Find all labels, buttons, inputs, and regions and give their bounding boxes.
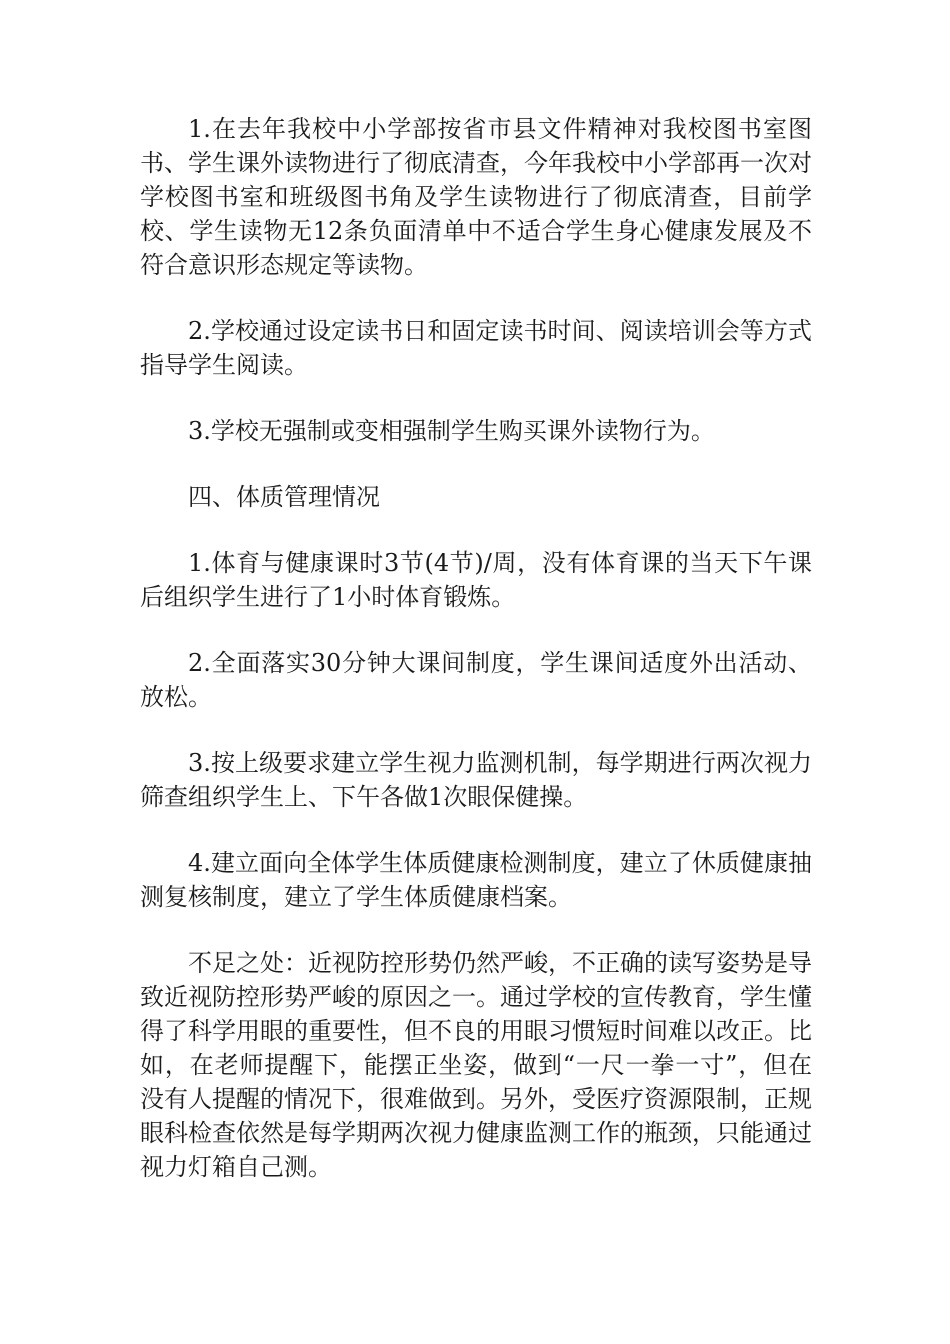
- paragraph-vision-monitoring: 3.按上级要求建立学生视力监测机制，每学期进行两次视力筛查组织学生上、下午各做1次眼保健操。: [140, 749, 812, 811]
- section-heading-physical-management: 四、体质管理情况: [188, 483, 380, 511]
- paragraph-pe-hours: 1.体育与健康课时3节(4节)/周，没有体育课的当天下午课后组织学生进行了1小时体育锻炼。: [140, 549, 812, 611]
- paragraph-shortcomings: 不足之处：近视防控形势仍然严峻，不正确的读写姿势是导致近视防控形势严峻的原因之一。通过学校的宣传教育，学生懂得了科学用眼的重要性，但不良的用眼习惯短时间难以改正。比如，在老师提醒下，能摆正坐姿，做到“一尺一拳一寸”，但在没有人提醒的情况下，很难做到。另外，受医疗资源限制，正规眼科检查依然是每学期两次视力健康监测工作的瓶颈，只能通过视力灯箱自己测。: [140, 949, 812, 1181]
- paragraph-library-inspection: 1.在去年我校中小学部按省市县文件精神对我校图书室图书、学生课外读物进行了彻底清查，今年我校中小学部再一次对学校图书室和班级图书角及学生读物进行了彻底清查，目前学校、学生读物无12条负面清单中不适合学生身心健康发展及不符合意识形态规定等读物。: [140, 115, 812, 279]
- document-body: [140, 112, 812, 1216]
- paragraph-long-recess: 2.全面落实30分钟大课间制度，学生课间适度外出活动、放松。: [140, 649, 812, 711]
- paragraph-no-forced-purchase: 3.学校无强制或变相强制学生购买课外读物行为。: [188, 417, 715, 445]
- paragraph-reading-guidance: 2.学校通过设定读书日和固定读书时间、阅读培训会等方式指导学生阅读。: [140, 317, 812, 379]
- paragraph-health-testing-system: 4.建立面向全体学生体质健康检测制度，建立了休质健康抽测复核制度，建立了学生体质健康档案。: [140, 849, 812, 911]
